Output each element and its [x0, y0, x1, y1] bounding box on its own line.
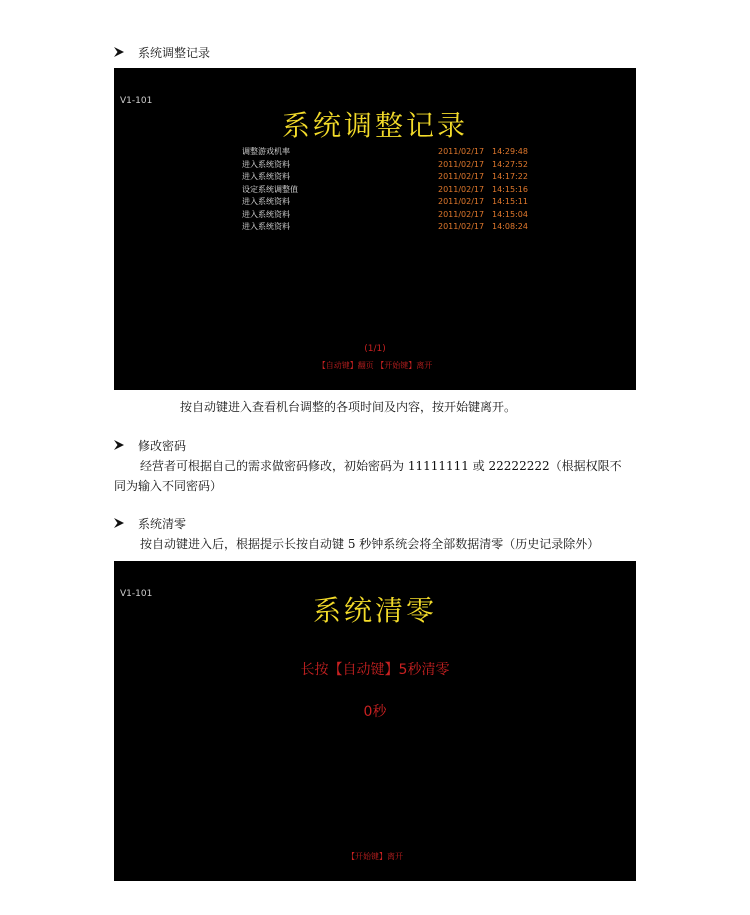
screen-footer-hint: 【开始键】离开: [347, 852, 403, 861]
log-date: 2011/02/17: [438, 159, 485, 169]
log-date: 2011/02/17: [438, 209, 485, 219]
log-time: 14:15:04: [492, 209, 528, 219]
system-clear-screen: [114, 561, 636, 881]
log-action: 调整游戏机率: [242, 147, 290, 156]
screen-footer-hint: 【自动键】翻页 【开始键】离开: [317, 361, 433, 370]
countdown-label: 0秒: [363, 704, 387, 720]
log-row: [242, 221, 542, 233]
section-heading-adjust-log: 系统调整记录: [114, 43, 210, 61]
log-action: 进入系统资料: [242, 209, 290, 219]
clear-instruction: 长按【自动键】5秒清零: [300, 662, 450, 678]
log-date: 2011/02/17: [438, 222, 485, 231]
log-date: 2011/02/17: [438, 184, 485, 194]
log-row: [242, 196, 542, 208]
log-row: [242, 184, 542, 196]
adjust-log-screen: [114, 68, 636, 390]
log-row: [242, 209, 542, 221]
section-heading-password: 修改密码: [114, 436, 186, 454]
password-text-line1: 经营者可根据自己的需求做密码修改，初始密码为 11111111 或 22222222（根据权限不: [140, 459, 622, 473]
log-time: 14:27:52: [492, 159, 528, 169]
log-time: 14:17:22: [492, 172, 528, 181]
log-action: 进入系统资料: [242, 172, 290, 181]
version-label: V1-101: [120, 96, 153, 106]
log-time: 14:15:11: [492, 197, 528, 206]
log-action: 进入系统资料: [242, 222, 290, 231]
log-time: 14:15:16: [492, 184, 528, 194]
log-time: 14:29:48: [492, 147, 528, 156]
log-row: [242, 171, 542, 183]
log-time: 14:08:24: [492, 222, 528, 231]
arrow-bullet-icon: [114, 47, 124, 57]
clear-text: 按自动键进入后，根据提示长按自动键 5 秒钟系统会将全部数据清零（历史记录除外）: [140, 537, 600, 551]
log-row: [242, 146, 542, 158]
page-indicator: (1/1): [364, 344, 386, 354]
screen-title: 系统清零: [312, 594, 437, 627]
screen-title: 系统调整记录: [281, 109, 468, 142]
password-text-line2: 同为输入不同密码）: [114, 479, 223, 493]
caption-adjust-log: 按自动键进入查看机台调整的各项时间及内容，按开始键离开。: [180, 400, 517, 414]
log-date: 2011/02/17: [438, 197, 485, 206]
log-row: [242, 159, 542, 171]
section-heading-clear: 系统清零: [114, 514, 186, 532]
log-date: 2011/02/17: [438, 172, 485, 181]
log-action: 进入系统资料: [242, 197, 290, 206]
log-date: 2011/02/17: [438, 147, 485, 156]
arrow-bullet-icon: [114, 440, 124, 450]
version-label: V1-101: [120, 589, 153, 599]
log-action: 设定系统调整值: [242, 184, 298, 194]
log-action: 进入系统资料: [242, 159, 290, 169]
arrow-bullet-icon: [114, 518, 124, 528]
